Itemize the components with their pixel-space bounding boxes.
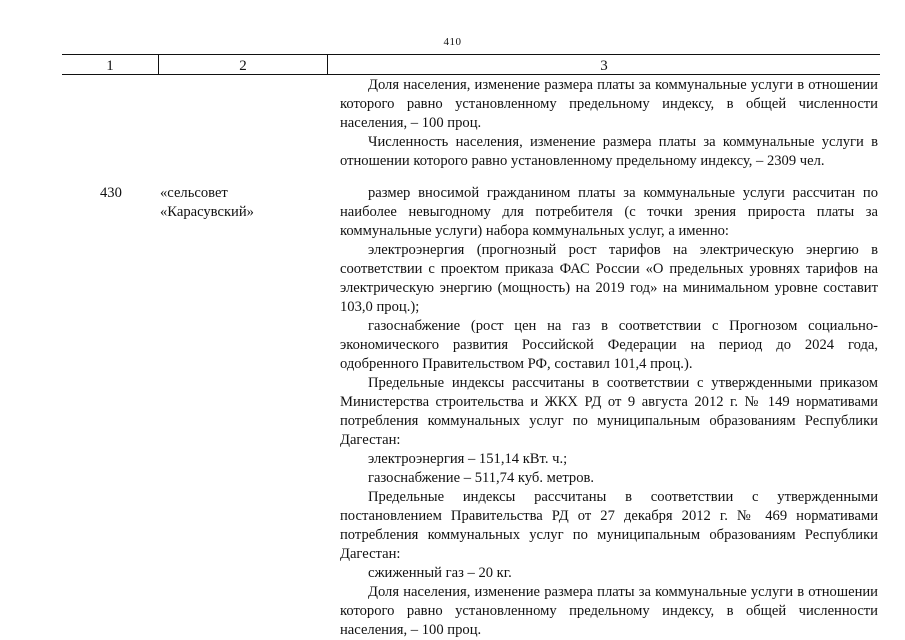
header-col-1: 1	[106, 58, 114, 74]
paragraph: Доля населения, изменение размера платы за коммунальные услуги в отношении которого равно установленному предельному индексу, в общей численности населения, – 100 проц.	[340, 584, 878, 638]
page-number: 410	[443, 36, 462, 48]
paragraph: сжиженный газ – 20 кг.	[368, 565, 512, 581]
paragraph: газоснабжение – 511,74 куб. метров.	[368, 470, 595, 486]
paragraph: электроэнергия (прогнозный рост тарифов на электрическую энергию в соответствии с проектом приказа ФАС России «О предельных уровнях тарифов на электрическую энергию (мощность) на 2019 год» на минимальном уровне составит 103,0 проц.);	[340, 242, 878, 315]
municipality-name	[160, 184, 280, 222]
header-top-rule	[62, 54, 880, 55]
paragraph: Доля населения, изменение размера платы за коммунальные услуги в отношении которого равно установленному предельному индексу, в общей численности населения, – 100 проц.	[340, 77, 878, 131]
header-col-3: 3	[600, 58, 608, 74]
paragraph: Предельные индексы рассчитаны в соответствии с утвержденными приказом Министерства строительства и ЖКХ РД от 9 августа 2012 г. № 149 нормативами потребления коммунальных услуг по муниципальным образованиям Республики Дагестан:	[340, 375, 878, 448]
header-col-2: 2	[239, 58, 247, 74]
municipality-name-line-2: «Карасувский»	[160, 204, 254, 220]
paragraph: газоснабжение (рост цен на газ в соответствии с Прогнозом социально-экономического развития Российской Федерации на период до 2024 года, одобренного Правительством РФ, составил 101,4 проц.).	[340, 318, 878, 372]
row-number: 430	[100, 185, 122, 201]
top-text-block	[340, 76, 878, 171]
paragraph: Предельные индексы рассчитаны в соответствии с утвержденными постановлением Правительства РД от 27 декабря 2012 г. № 469 нормативами потребления коммунальных услуг по муниципальным образованиям Республики Дагестан:	[340, 489, 878, 562]
paragraph: электроэнергия – 151,14 кВт. ч.;	[368, 451, 568, 467]
paragraph: Численность населения, изменение размера платы за коммунальные услуги в отношении которого равно установленному предельному индексу, – 2309 чел.	[340, 134, 878, 169]
paragraph: размер вносимой гражданином платы за коммунальные услуги рассчитан по наиболее невыгодному для потребителя (с точки зрения прироста платы за коммунальные услуги) набора коммунальных услуг, а именно:	[340, 185, 878, 239]
row-text-block	[340, 184, 878, 640]
municipality-name-line-1: «сельсовет	[160, 185, 228, 201]
